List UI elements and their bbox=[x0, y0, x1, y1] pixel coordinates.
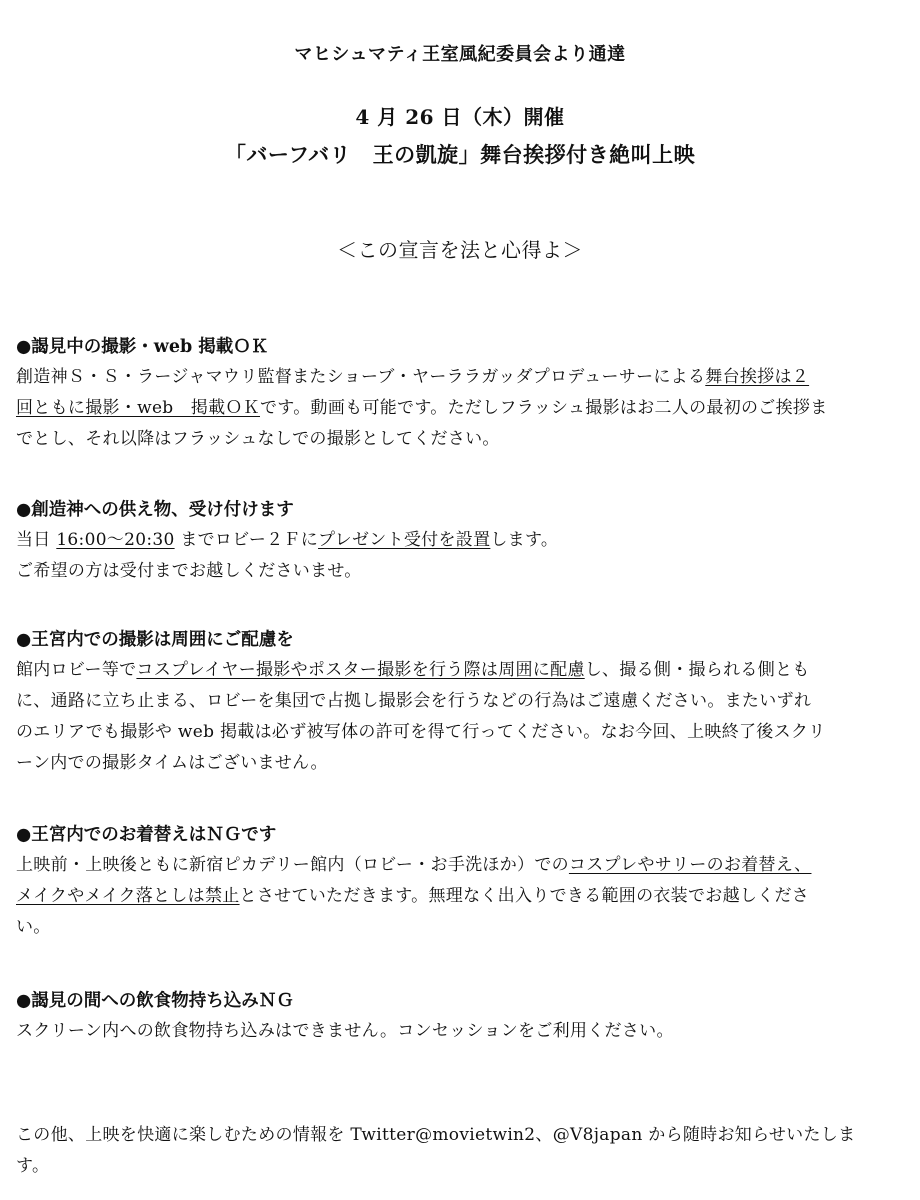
underlined-text: コスプレやサリーのお着替え、 bbox=[568, 855, 812, 875]
body-line: す。 bbox=[16, 1156, 50, 1176]
body-line: ーン内での撮影タイムはございません。 bbox=[16, 753, 328, 773]
body-text: し、撮る側・撮られる側とも bbox=[584, 660, 810, 680]
body-line: でとし、それ以降はフラッシュなしでの撮影としてください。 bbox=[16, 429, 500, 449]
body-line: に、通路に立ち止まる、ロビーを集団で占拠し撮影会を行うなどの行為はご遠慮ください。またいずれ bbox=[16, 691, 812, 711]
body-line bbox=[16, 850, 906, 881]
underlined-text: 回ともに撮影・web 掲載ＯＫ bbox=[16, 398, 260, 418]
section-costume-change bbox=[16, 822, 906, 943]
underlined-text: 16:00～20:30 bbox=[56, 530, 175, 550]
body-line bbox=[16, 393, 906, 424]
section-title: ●王宮内での撮影は周囲にご配慮を bbox=[16, 630, 294, 650]
body-text: とさせていただきます。無理なく出入りできる範囲の衣装でお越しくださ bbox=[239, 886, 810, 906]
body-line: い。 bbox=[16, 917, 51, 937]
body-line: この他、上映を快適に楽しむための情報を Twitter@movietwin2、@V8japan から随時お知らせいたしま bbox=[16, 1125, 856, 1145]
body-text: します。 bbox=[490, 530, 559, 550]
body-line bbox=[16, 655, 906, 686]
section-photography bbox=[16, 334, 906, 455]
section-title: ●創造神への供え物、受け付けます bbox=[16, 500, 294, 520]
body-line bbox=[16, 525, 906, 556]
section-gifts bbox=[16, 497, 906, 587]
body-line: ご希望の方は受付までお越しくださいませ。 bbox=[16, 561, 362, 581]
body-line: のエリアでも撮影や web 掲載は必ず被写体の許可を得て行ってください。なお今回、上映終了後スクリ bbox=[16, 722, 826, 742]
body-text: 館内ロビー等で bbox=[16, 660, 137, 680]
body-line bbox=[16, 881, 906, 912]
body-text: です。動画も可能です。ただしフラッシュ撮影はお二人の最初のご挨拶ま bbox=[260, 398, 828, 418]
body-text: までロビー２Ｆに bbox=[174, 530, 319, 550]
motto-heading: ＜この宣言を法と心得よ＞ bbox=[337, 238, 583, 262]
body-line: スクリーン内への飲食物持ち込みはできません。コンセッションをご利用ください。 bbox=[16, 1021, 674, 1041]
section-body bbox=[16, 655, 906, 779]
section-title: ●王宮内でのお着替えはＮＧです bbox=[16, 825, 277, 845]
underlined-text: コスプレイヤー撮影やポスター撮影を行う際は周囲に配慮 bbox=[136, 660, 585, 680]
section-lobby-photography bbox=[16, 627, 906, 779]
section-body bbox=[16, 850, 906, 943]
body-line bbox=[16, 362, 906, 393]
section-title: ●謁見中の撮影・web 掲載ＯＫ bbox=[16, 337, 269, 357]
event-date: 4 月 26 日（木）開催 bbox=[355, 105, 565, 129]
underlined-text: プレゼント受付を設置 bbox=[318, 530, 491, 550]
issuer-heading: マヒシュマティ王室風紀委員会より通達 bbox=[294, 44, 626, 65]
section-title: ●謁見の間への飲食物持ち込みＮＧ bbox=[16, 991, 294, 1011]
event-title: 「バーフバリ 王の凱旋」舞台挨拶付き絶叫上映 bbox=[224, 142, 696, 167]
section-body bbox=[16, 362, 906, 455]
body-text: 創造神Ｓ・Ｓ・ラージャマウリ監督またショーブ・ヤーララガッダプロデューサーによる bbox=[16, 367, 706, 387]
section-body bbox=[16, 525, 906, 587]
body-text: 上映前・上映後ともに新宿ピカデリー館内（ロビー・お手洗ほか）での bbox=[16, 855, 569, 875]
underlined-text: メイクやメイク落としは禁止 bbox=[16, 886, 240, 906]
underlined-text: 舞台挨拶は２ bbox=[705, 367, 810, 387]
body-text: 当日 bbox=[16, 530, 57, 550]
section-body bbox=[16, 1016, 906, 1047]
closing-note bbox=[16, 1120, 906, 1182]
section-food-drink bbox=[16, 988, 906, 1047]
